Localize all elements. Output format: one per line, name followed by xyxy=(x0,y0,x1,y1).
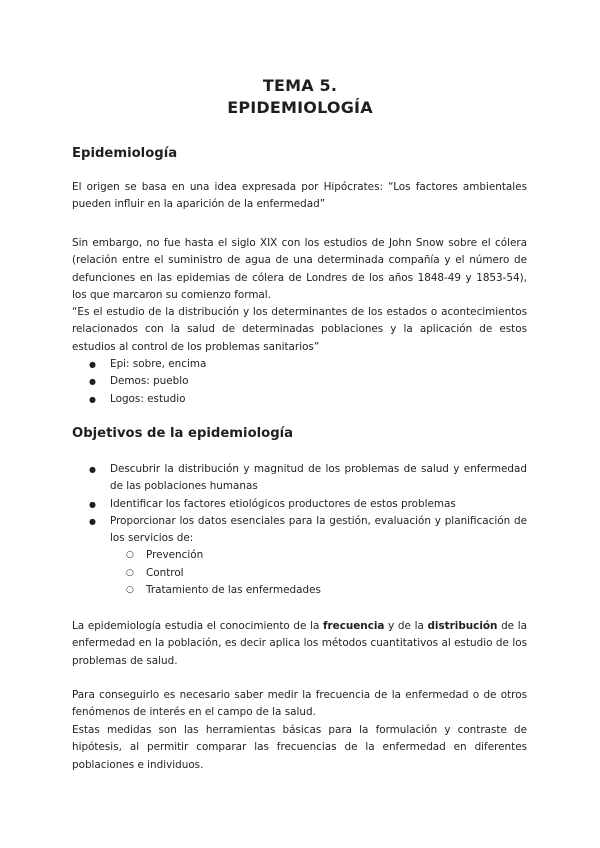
list-item-text: Proporcionar los datos esenciales para la gestión, evaluación y planificación de los servicios de: xyxy=(110,514,527,545)
paragraph-john-snow: Sin embargo, no fue hasta el siglo XIX con los estudios de John Snow sobre el cólera (relación entre el suministro de agua de una determinada compañía y el número de defunciones en las epidemias de cólera de Londres de los años 1848-49 y 1853-54), los que marcaron su comienzo formal. xyxy=(72,237,527,301)
list-item xyxy=(72,513,527,599)
objectives-list xyxy=(72,461,527,599)
list-item: ● Demos: pueblo xyxy=(72,373,527,390)
services-sublist xyxy=(110,547,527,599)
paragraph-text: de la enfermedad en la población, es decir aplica los métodos cuantitativos al estudio de los problemas de salud. xyxy=(72,620,527,667)
list-item: ● Descubrir la distribución y magnitud de los problemas de salud y enfermedad de las poblaciones humanas xyxy=(72,461,527,496)
list-item: ● Identificar los factores etiológicos productores de estos problemas xyxy=(72,496,527,513)
paragraph-measure: Para conseguirlo es necesario saber medir la frecuencia de la enfermedad o de otros fenómenos de interés en el campo de la salud. xyxy=(72,689,527,719)
paragraph-text: La epidemiología estudia el conocimiento de la xyxy=(72,620,323,632)
paragraph-text: y de la xyxy=(384,620,428,632)
paragraph-tools: Estas medidas son las herramientas básicas para la formulación y contraste de hipótesis, al permitir comparar las frecuencias de la enfermedad en diferentes poblaciones e individuos. xyxy=(72,724,527,771)
paragraph-frequency-distribution xyxy=(72,618,527,670)
paragraph-origin: El origen se basa en una idea expresada por Hipócrates: “Los factores ambientales pueden influir en la aparición de la enfermedad” xyxy=(72,181,527,211)
bold-term-distribucion: distribución xyxy=(427,620,498,632)
paragraph-definition: “Es el estudio de la distribución y los determinantes de los estados o acontecimientos relacionados con la salud de determinadas poblaciones y la aplicación de estos estudios al control de los problemas sanitarios” xyxy=(72,306,527,353)
section-heading-epidemiologia: Epidemiología xyxy=(72,146,178,161)
bold-term-frecuencia: frecuencia xyxy=(323,620,385,632)
etymology-list xyxy=(72,356,527,408)
page-title-line2: EPIDEMIOLOGÍA xyxy=(227,98,373,117)
page-title-line1: TEMA 5. xyxy=(262,76,338,95)
list-item: ● Epi: sobre, encima xyxy=(72,356,527,373)
list-item: ● Logos: estudio xyxy=(72,391,527,408)
section-heading-objetivos: Objetivos de la epidemiología xyxy=(72,426,294,441)
sublist-item: ○ Tratamiento de las enfermedades xyxy=(110,582,527,599)
sublist-item: ○ Prevención xyxy=(110,547,527,564)
sublist-item: ○ Control xyxy=(110,565,527,582)
